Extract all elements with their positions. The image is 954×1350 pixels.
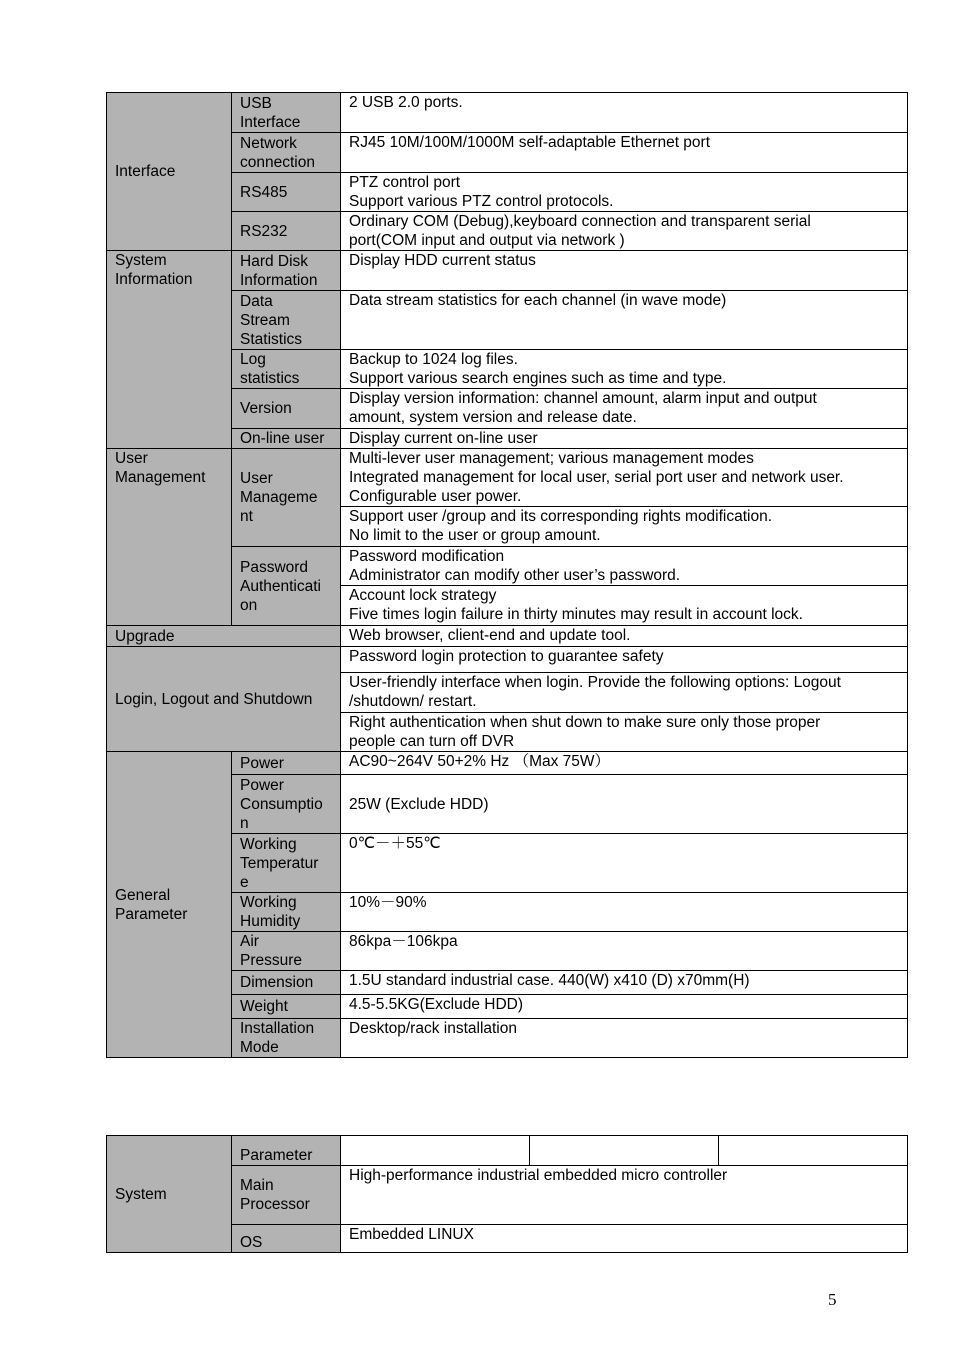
row-label-hdd: Hard Disk Information: [232, 251, 341, 291]
row-label-user-management: User Manageme nt: [232, 449, 341, 547]
category-interface: Interface: [107, 93, 232, 251]
row-label-usb: USB Interface: [232, 93, 341, 133]
row-value-network: RJ45 10M/100M/1000M self-adaptable Ethernet port: [341, 133, 908, 173]
header-cell-empty: [719, 1136, 908, 1166]
spec-table-2: [106, 1135, 908, 1253]
row-value-upgrade: Web browser, client-end and update tool.: [341, 626, 908, 647]
category-system: System: [107, 1136, 232, 1253]
category-general-parameter: General Parameter: [107, 752, 232, 1058]
row-value-consumption: 25W (Exclude HDD): [341, 775, 908, 834]
row-label-temperature: Working Temperatur e: [232, 834, 341, 893]
row-value-login-1: Password login protection to guarantee safety: [341, 647, 908, 673]
row-label-rs232: RS232: [232, 212, 341, 251]
row-label-pressure: Air Pressure: [232, 932, 341, 971]
table-row: [107, 251, 908, 291]
row-label-version: Version: [232, 389, 341, 429]
row-value-password-2: Account lock strategy Five times login failure in thirty minutes may result in account lock.: [341, 586, 908, 626]
row-value-user-management-2: Support user /group and its corresponding rights modification. No limit to the user or group amount.: [341, 507, 908, 547]
table-row: [107, 449, 908, 507]
row-value-humidity: 10%－90%: [341, 893, 908, 932]
category-upgrade: Upgrade: [107, 626, 341, 647]
spec-table: [106, 92, 908, 1058]
row-value-rs232: Ordinary COM (Debug),keyboard connection and transparent serial port(COM input and output via network ): [341, 212, 908, 251]
table-row: [107, 1136, 908, 1166]
row-value-power: AC90~264V 50+2% Hz （Max 75W）: [341, 752, 908, 775]
category-user-management: User Management: [107, 449, 232, 626]
row-label-online-user: On-line user: [232, 429, 341, 449]
table-row: [107, 647, 908, 673]
row-label-data-stream: Data Stream Statistics: [232, 291, 341, 350]
row-label-humidity: Working Humidity: [232, 893, 341, 932]
row-label-main-processor: Main Processor: [232, 1166, 341, 1225]
row-label-dimension: Dimension: [232, 971, 341, 995]
table-row: [107, 752, 908, 775]
row-value-log: Backup to 1024 log files. Support various search engines such as time and type.: [341, 350, 908, 389]
row-value-user-management-1: Multi-lever user management; various management modes Integrated management for local user, serial port user and network user. Configurable user power.: [341, 449, 908, 507]
row-value-temperature: 0℃－＋55℃: [341, 834, 908, 893]
row-label-network: Network connection: [232, 133, 341, 173]
row-value-online-user: Display current on-line user: [341, 429, 908, 449]
page-number: 5: [828, 1290, 837, 1309]
header-cell-empty: [530, 1136, 719, 1166]
table-row: [107, 626, 908, 647]
row-label-os: OS: [232, 1225, 341, 1253]
row-label-installation: Installation Mode: [232, 1019, 341, 1058]
category-login: Login, Logout and Shutdown: [107, 647, 341, 752]
row-value-login-2: User-friendly interface when login. Provide the following options: Logout /shutdown/ restart.: [341, 673, 908, 713]
row-value-os: Embedded LINUX: [341, 1225, 908, 1253]
row-label-log: Log statistics: [232, 350, 341, 389]
row-value-installation: Desktop/rack installation: [341, 1019, 908, 1058]
row-value-main-processor: High-performance industrial embedded micro controller: [341, 1166, 908, 1225]
row-value-login-3: Right authentication when shut down to make sure only those proper people can turn off DVR: [341, 713, 908, 752]
category-system-information: System Information: [107, 251, 232, 449]
row-value-weight: 4.5-5.5KG(Exclude HDD): [341, 995, 908, 1019]
row-value-dimension: 1.5U standard industrial case. 440(W) x410 (D) x70mm(H): [341, 971, 908, 995]
row-value-password-1: Password modification Administrator can modify other user’s password.: [341, 547, 908, 586]
row-label-power: Power: [232, 752, 341, 775]
row-value-pressure: 86kpa－106kpa: [341, 932, 908, 971]
table-row: [107, 93, 908, 133]
row-value-rs485: PTZ control port Support various PTZ control protocols.: [341, 173, 908, 212]
row-label-rs485: RS485: [232, 173, 341, 212]
row-label-consumption: Power Consumptio n: [232, 775, 341, 834]
row-label-weight: Weight: [232, 995, 341, 1019]
row-value-hdd: Display HDD current status: [341, 251, 908, 291]
header-cell-empty: [341, 1136, 530, 1166]
row-value-version: Display version information: channel amount, alarm input and output amount, system version and release date.: [341, 389, 908, 429]
row-value-usb: 2 USB 2.0 ports.: [341, 93, 908, 133]
row-label-password: Password Authenticati on: [232, 547, 341, 626]
row-label-parameter: Parameter: [232, 1136, 341, 1166]
row-value-data-stream: Data stream statistics for each channel (in wave mode): [341, 291, 908, 350]
